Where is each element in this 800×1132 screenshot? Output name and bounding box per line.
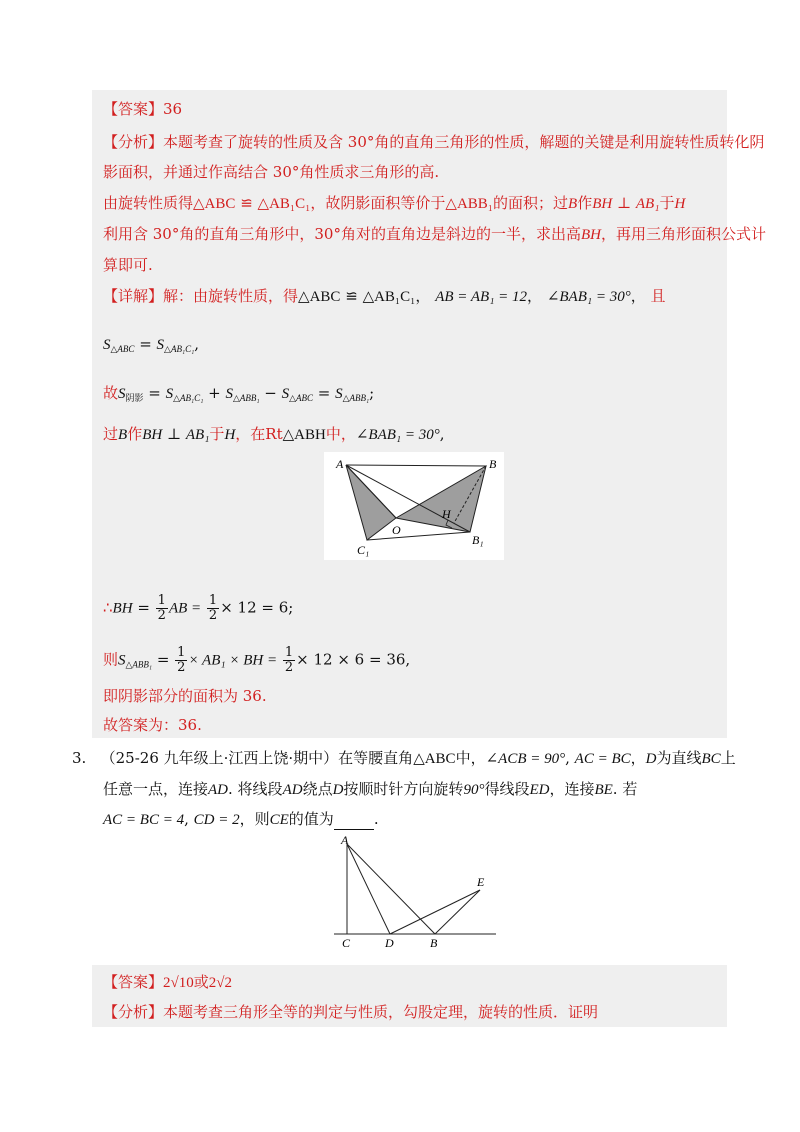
math-ang1-2: ∠BAB₁ = 30° [355,427,440,443]
frac-3-num: 1 [177,645,186,660]
detail-line-6: 则$S_{\triangle ABB_1}$ = $\frac{1}{2}$ × AB₁ × BH = $\frac{1}{2}$ × 12 × 6 = 36, [103,645,411,675]
segment-ab-q [347,844,435,934]
q-text-1g: 上 [720,749,736,767]
q-text-1c: ， [630,749,646,767]
q-text-2e: 按顺时针方向旋转 [343,780,464,798]
math-therefore: ∴ [103,598,113,617]
label-h: H [442,507,451,521]
detail-line-8 [103,715,202,735]
segment-de [390,890,480,934]
q-ac-bc: AC = BC [574,751,631,767]
math-h-2: H [224,427,236,443]
q-text-3c: ，则 [239,810,270,828]
math-area-rhs1: × AB₁ × BH = [188,652,278,669]
math-s-3: S [118,386,126,402]
q-ad: AD [208,782,229,798]
q-cd-2: CD = 2 [193,812,240,828]
q-text-2d: 绕点 [302,780,333,798]
q-ad-2: AD [282,782,303,798]
answer-value: 36 [163,100,183,118]
math-sub-4: △AB₁C₁ [173,393,204,403]
q-d: D [645,751,657,767]
math-bh-4: BH [112,600,133,617]
frac-3-den: 2 [177,660,186,675]
math-ab1: AB₁ [635,196,660,212]
q-ed: ED [529,782,550,798]
question-source: （25-26 九年级上·江西上饶·期中）在等腰直角 [100,749,414,767]
detail-text-1b: 且 [650,287,666,305]
q-text-1a: 中， [455,749,486,767]
math-perp-2: ⊥ [166,425,182,443]
math-ang1: ∠BAB₁ = 30° [546,289,631,305]
detail-line-3: 故$S_{阴影} = S_{\triangle AB_1C_1} + S_{\triangle ABB_1} - S_{\triangle ABC} = S_{\triangle ABB_1}$; [103,384,375,404]
detail-text-4b: 作 [127,425,143,443]
label-q-d: D [385,936,394,950]
q-ac-bc-4: AC = BC = 4 [103,812,185,828]
detail-text-8: 故答案为：36. [103,716,202,734]
answer2-value-b: 2√2 [208,975,232,991]
answer-block-1 [92,90,727,738]
analysis-line-2 [103,162,439,182]
segment-be [435,890,480,934]
math-b: B [568,196,578,212]
label-q-e: E [477,875,485,889]
analysis-tag: 【分析】 [103,133,164,151]
math-h: H [674,196,686,212]
detail-line-7 [103,686,267,706]
detail-text-4d: ，在Rt [235,425,283,443]
rotation-figure [324,452,504,560]
math-s-6: S [281,386,290,402]
detail-text-3a: 故 [103,384,119,402]
math-sub-7: △ABB₁ [342,393,370,403]
math-sub-2: △AB₁C₁ [164,344,195,354]
answer-blank [334,815,374,830]
frac-3 [175,646,187,675]
label-a: A [336,457,344,471]
detail-text-6a: 则 [103,650,119,669]
label-b1: B₁ [472,533,484,547]
answer2-analysis-text: 本题考查三角形全等的判定与性质，勾股定理，旋转的性质．证明 [163,1003,599,1021]
answer2-value-a: 2√10 [163,975,194,991]
answer2-analysis-line [103,1002,598,1022]
math-bh-3: BH [142,427,163,443]
q-90: 90° [463,782,485,798]
question-3-figure [330,834,498,952]
math-b-2: B [118,427,128,443]
q-bc: BC [701,751,721,767]
math-s-1: S [103,337,111,353]
math-sub-shade: 阴影 [125,394,144,404]
detail-line-1: 【详解】解：由旋转性质，得△ABC ≌ △AB₁C₁， AB = AB₁ = 12， ∠BAB₁ = 30°， 且 [103,287,666,305]
label-q-c: C [342,936,351,950]
math-s-7: S [335,386,343,402]
question-number: 3. [72,749,87,767]
math-bh-rhs1: AB = [168,600,202,617]
q-ce: CE [269,812,289,828]
analysis-text-4a: 利用含 30°角的直角三角形中，30°角对的直角边是斜边的一半，求出高 [103,225,581,243]
analysis-text-3b: ，故阴影面积等价于 [310,194,446,212]
frac-1-num: 1 [157,593,166,608]
analysis-text-3e: 于 [659,194,675,212]
q-be: BE [594,782,613,798]
frac-4-num: 1 [284,645,294,660]
answer2-line [103,972,232,993]
math-bh: BH [592,196,613,212]
math-sub-1: △ABC [110,344,135,354]
q-angle: ∠ACB = 90° [485,751,566,767]
frac-1-den: 2 [157,608,166,623]
analysis-text-3a: 由旋转性质得 [103,194,194,212]
frac-4 [283,646,295,675]
math-tri-abc: △ABC [193,196,236,212]
math-sub-8: △ABB₁ [125,659,153,670]
analysis-text-2: 影面积，并通过作高结合 30°角性质求三角形的高. [103,163,440,181]
q-d-2: D [332,782,344,798]
detail-text-7: 即阴影部分的面积为 36. [103,687,267,705]
math-cong-2: ≌ [345,287,358,305]
math-s-8: S [118,652,126,669]
q-tri-abc: △ABC [413,751,456,767]
analysis-text-4b: ，再用三角形面积公式计 [600,225,766,243]
analysis-text-3d: 作 [577,194,593,212]
segment-ad [347,844,390,934]
math-tri-abh: △ABH [282,427,326,443]
analysis-text-5: 算即可. [103,256,153,274]
q-text-2k: . 若 [612,780,638,798]
analysis-line-1 [103,132,764,152]
answer-tag: 【答案】 [103,100,164,118]
math-cong: ≌ [240,194,253,212]
detail-text-4a: 过 [103,425,119,443]
math-perp: ⊥ [617,194,632,212]
answer2-analysis-tag: 【分析】 [103,1003,164,1021]
math-tri-ab1c1-2: △AB₁C₁ [362,289,416,305]
frac-4-den: 2 [284,660,294,675]
detail-line-2: $S_{\triangle ABC} = S_{\triangle AB_1C_1}$, [103,335,199,354]
frac-2-num: 1 [208,593,218,608]
q-text-2c: . 将线段 [228,780,283,798]
question-3-line-3: AC = BC = 4, CD = 2，则CE的值为 . [103,810,379,828]
q-text-2g: 得线段 [484,780,530,798]
frac-2 [207,594,219,623]
answer2-tag: 【答案】 [103,973,164,991]
detail-text-1a: 解：由旋转性质，得 [163,287,299,305]
analysis-text-3c: 的面积；过 [493,194,569,212]
math-eq1: AB = AB₁ = 12 [435,289,528,305]
analysis-line-4 [103,224,766,245]
detail-text-4e: 中， [325,425,356,443]
question-3-line-2 [103,779,637,800]
detail-line-5: ∴BH = $\frac{1}{2}$ AB = $\frac{1}{2}$ × 12 = 6; [103,593,294,623]
detail-tag: 【详解】 [103,287,164,305]
label-c1: C₁ [357,543,370,557]
analysis-line-5 [103,255,153,275]
answer2-or: 或 [193,973,209,991]
label-q-b: B [430,936,438,950]
math-ab1-2: AB₁ [185,427,210,443]
label-b: B [489,457,497,471]
math-bh-2: BH [580,227,601,243]
math-s-2: S [156,337,165,353]
q-text-2a: 任意一点，连接 [103,780,209,798]
label-o: O [392,523,401,537]
math-tri-ab1c1: △AB₁C₁ [257,196,311,212]
answer-line [103,99,182,119]
math-s-5: S [225,386,233,402]
analysis-text-1: 本题考查了旋转的性质及含 30°角的直角三角形的性质，解题的关键是利用旋转性质转化阴 [163,133,765,151]
q-text-3e: 的值为 [288,810,334,828]
math-s-4: S [165,386,174,402]
detail-line-4: 过B作BH ⊥ AB₁于H，在Rt△ABH中，∠BAB₁ = 30°, [103,425,445,443]
analysis-line-3 [103,193,685,214]
math-area-rhs2: × 12 × 6 = 36 [296,650,406,669]
math-sub-6: △ABC [289,393,314,403]
math-tri-abc-2: △ABC [298,289,341,305]
math-tri-abb1: △ABB₁ [445,196,494,212]
detail-text-4c: 于 [209,425,225,443]
math-sub-5: △ABB₁ [232,393,260,403]
question-3-line-1: 3. （25-26 九年级上·江西上饶·期中）在等腰直角△ABC中，∠ACB = 90°, AC = BC，D为直线BC上 [72,749,736,767]
frac-2-den: 2 [208,608,218,623]
label-q-a: A [341,834,349,847]
q-text-3f: . [373,810,379,828]
q-text-1e: 为直线 [656,749,702,767]
frac-1 [156,594,168,623]
q-text-2i: ，连接 [549,780,595,798]
math-bh-rhs2: × 12 = 6 [220,598,289,617]
